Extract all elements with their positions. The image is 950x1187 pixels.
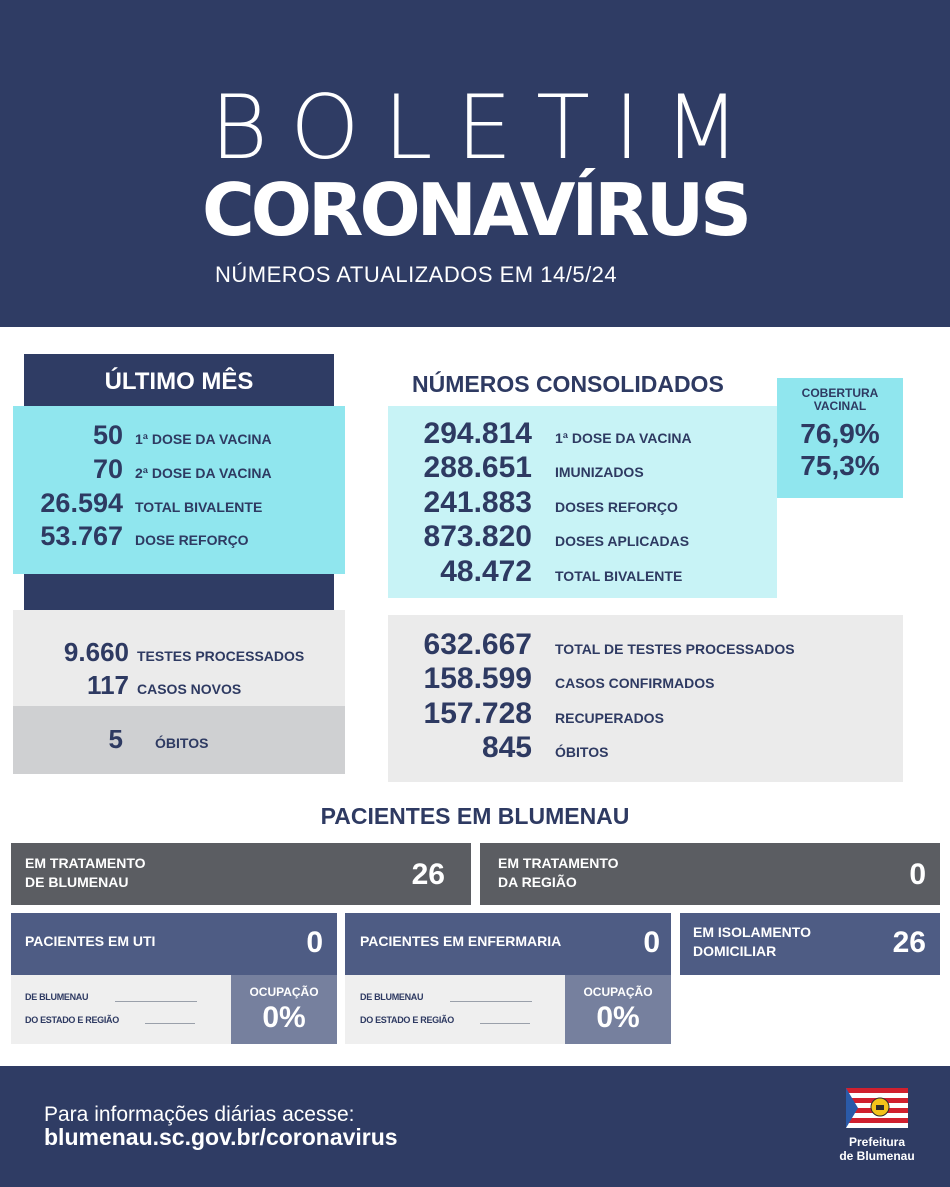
stat-row [13,637,304,668]
stat-row [388,486,678,520]
stat-label: DOSE REFORÇO [135,532,249,548]
cobertura-title-line: VACINAL [813,399,867,413]
stat-label: RECUPERADOS [555,710,664,726]
stat-row [13,521,249,552]
stat-label: TESTES PROCESSADOS [137,648,305,664]
stat-value: 241.883 [423,486,532,519]
stat-label: IMUNIZADOS [555,464,644,480]
stat-label: CASOS CONFIRMADOS [555,675,715,691]
detail-label: DE BLUMENAU [25,992,89,1002]
stat-label: 1ª DOSE DA VACINA [555,430,692,446]
stat-row [388,731,608,765]
enfermaria-detail-box [345,975,565,1044]
stat-label: ÓBITOS [555,744,609,760]
stat-label: DOSES APLICADAS [555,533,690,549]
stat-label: TOTAL BIVALENTE [555,568,683,584]
divider [480,1023,530,1024]
box-label: PACIENTES EM ENFERMARIA [360,933,562,949]
stat-row [13,488,262,519]
blumenau-flag-icon [846,1088,908,1128]
stat-label: 1ª DOSE DA VACINA [135,431,272,447]
stat-row [13,670,241,701]
stat-value: 70 [92,454,123,484]
divider [115,1001,197,1002]
stat-row [13,454,272,485]
stat-label: ÓBITOS [155,735,209,751]
box-label-line: EM TRATAMENTO [25,855,146,871]
title-coronavirus: CORONAVÍRUS [201,168,749,252]
stat-row [388,451,644,485]
stat-value: 845 [481,731,532,764]
stat-row [388,555,682,589]
tratamento-regiao-box [480,843,940,905]
box-value: 0 [643,926,660,959]
box-value: 0 [306,926,323,959]
ocupacao-value: 0% [262,1001,306,1034]
box-label-line: DOMICILIAR [693,943,777,959]
pacientes-title: PACIENTES EM BLUMENAU [320,803,630,829]
isolamento-box [680,913,940,975]
stat-value: 9.660 [63,637,129,667]
ocupacao-value: 0% [596,1001,640,1034]
stat-row [13,724,208,755]
stat-row [388,417,692,451]
logo-text-line: Prefeitura [848,1135,906,1149]
stat-row [388,697,664,731]
enfermaria-box [345,913,671,975]
title-boletim: BOLETIM [210,76,764,179]
stat-value: 117 [87,670,129,700]
cobertura-title-line: COBERTURA [801,386,879,400]
prefeitura-logo-text [818,1135,936,1163]
stat-row [388,520,689,554]
stat-row [388,628,795,662]
box-label-line: DE BLUMENAU [25,874,129,890]
ocupacao-label: OCUPAÇÃO [583,985,653,999]
box-label-line: EM TRATAMENTO [498,855,619,871]
ultimo-mes-title: ÚLTIMO MÊS [104,368,254,395]
detail-label: DO ESTADO E REGIÃO [25,1015,119,1025]
stat-value: 53.767 [40,521,123,551]
stat-value: 294.814 [423,417,532,450]
ocupacao-label: OCUPAÇÃO [249,985,319,999]
stat-row [13,420,272,451]
footer-url-link[interactable]: blumenau.sc.gov.br/coronavirus [44,1124,398,1150]
stat-value: 157.728 [423,697,532,730]
stat-label: 2ª DOSE DA VACINA [135,465,272,481]
box-label [693,923,811,961]
enfermaria-ocupacao-box [565,975,671,1044]
uti-box [11,913,337,975]
stat-value: 632.667 [423,628,532,661]
box-value: 0 [909,858,926,891]
stat-label: DOSES REFORÇO [555,499,678,515]
stat-label: TOTAL BIVALENTE [135,499,263,515]
stat-value: 873.820 [423,520,532,553]
box-label [25,854,146,892]
stat-value: 48.472 [440,555,532,588]
detail-label: DE BLUMENAU [360,992,424,1002]
stat-label: TOTAL DE TESTES PROCESSADOS [555,641,795,657]
stat-value: 50 [92,420,123,450]
logo-text-line: de Blumenau [839,1149,915,1163]
cobertura-value-1: 76,9% [800,418,880,449]
divider [450,1001,532,1002]
stat-value: 288.651 [423,451,532,484]
box-label: PACIENTES EM UTI [25,933,156,949]
stat-row [388,662,714,696]
footer-info-text: Para informações diárias acesse: [44,1103,355,1126]
stat-value: 5 [108,724,123,754]
stat-value: 26.594 [40,488,123,518]
stat-value: 158.599 [423,662,532,695]
box-label-line: EM ISOLAMENTO [693,924,811,940]
update-date-subtitle: NÚMEROS ATUALIZADOS EM 14/5/24 [215,262,618,287]
uti-ocupacao-box [231,975,337,1044]
detail-label: DO ESTADO E REGIÃO [360,1015,454,1025]
tratamento-blumenau-box [11,843,471,905]
divider [145,1023,195,1024]
box-label-line: DA REGIÃO [498,874,577,890]
uti-detail-box [11,975,231,1044]
box-label [498,854,619,892]
cobertura-vacinal-title [777,387,903,413]
stat-label: CASOS NOVOS [137,681,242,697]
consolidados-title: NÚMEROS CONSOLIDADOS [412,371,724,397]
box-value: 26 [411,858,445,891]
cobertura-value-2: 75,3% [800,450,880,481]
box-value: 26 [892,926,926,959]
